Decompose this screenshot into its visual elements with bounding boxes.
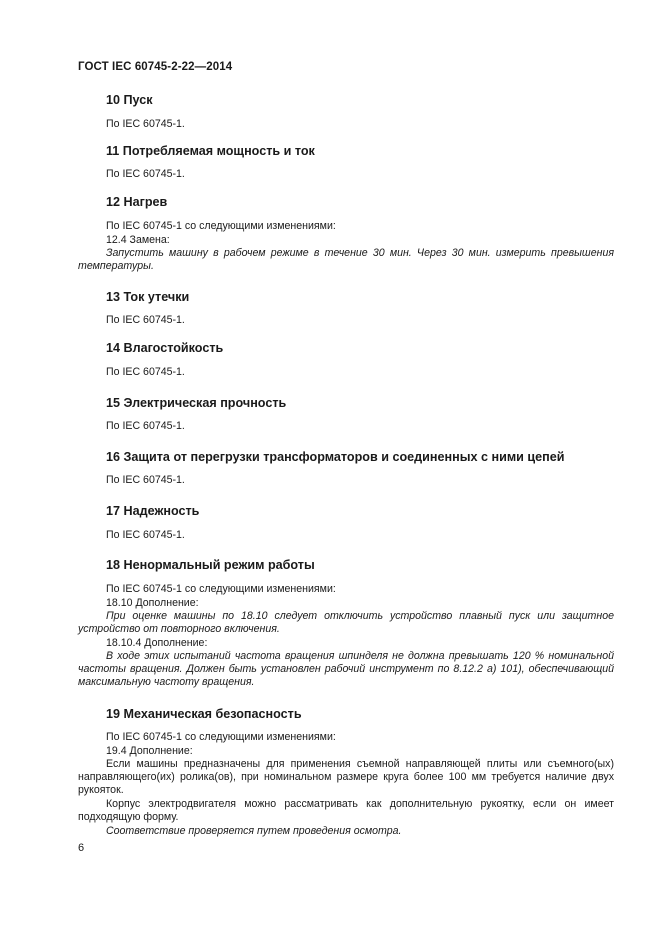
paragraph: Корпус электродвигателя можно рассматривать как дополнительную рукоятку, если он имеет подходящую форму. [78, 798, 614, 824]
section-text: По IEC 60745-1. [106, 474, 185, 486]
page-number: 6 [78, 842, 85, 854]
subsection-label: 12.4 Замена: [106, 234, 170, 246]
section-heading: 10 Пуск [106, 93, 153, 107]
italic-paragraph: Запустить машину в рабочем режиме в течение 30 мин. Через 30 мин. измерить превышения температуры. [78, 247, 614, 273]
section-text: По IEC 60745-1. [106, 118, 185, 130]
section-text: По IEC 60745-1. [106, 529, 185, 541]
italic-paragraph: Соответствие проверяется путем проведения осмотра. [106, 825, 402, 837]
section-text: По IEC 60745-1. [106, 420, 185, 432]
section-intro: По IEC 60745-1 со следующими изменениями: [106, 220, 336, 232]
section-text: По IEC 60745-1. [106, 168, 185, 180]
section-heading: 13 Ток утечки [106, 290, 190, 304]
section-heading: 15 Электрическая прочность [106, 396, 287, 410]
section-intro: По IEC 60745-1 со следующими изменениями: [106, 583, 336, 595]
document-header: ГОСТ IEC 60745-2-22—2014 [78, 61, 233, 73]
italic-paragraph: При оценке машины по 18.10 следует отключить устройство плавный пуск или защитное устройство от повторного включения. [78, 610, 614, 636]
subsection-label: 18.10 Дополнение: [106, 597, 199, 609]
subsection-label: 19.4 Дополнение: [106, 745, 193, 757]
section-text: По IEC 60745-1. [106, 366, 185, 378]
section-intro: По IEC 60745-1 со следующими изменениями: [106, 731, 336, 743]
section-heading: 18 Ненормальный режим работы [106, 558, 315, 572]
section-heading: 17 Надежность [106, 504, 200, 518]
section-text: По IEC 60745-1. [106, 314, 185, 326]
section-heading: 14 Влагостойкость [106, 341, 224, 355]
section-heading: 11 Потребляемая мощность и ток [106, 144, 315, 158]
section-heading: 12 Нагрев [106, 195, 168, 209]
section-heading: 16 Защита от перегрузки трансформаторов и соединенных с ними цепей [106, 450, 565, 464]
subsection-label: 18.10.4 Дополнение: [106, 637, 208, 649]
italic-paragraph: В ходе этих испытаний частота вращения шпинделя не должна превышать 120 % номинальной частоты вращения. Должен быть установлен рабочий инструмент по 8.12.2 a) 101), обеспечивающий максимальную частоту вращения. [78, 650, 614, 689]
section-heading: 19 Механическая безопасность [106, 707, 302, 721]
paragraph: Если машины предназначены для применения съемной направляющей плиты или съемного(ых) направляющего(их) ролика(ов), при номинальном размере круга более 100 мм требуется наличие двух рукояток. [78, 758, 614, 797]
